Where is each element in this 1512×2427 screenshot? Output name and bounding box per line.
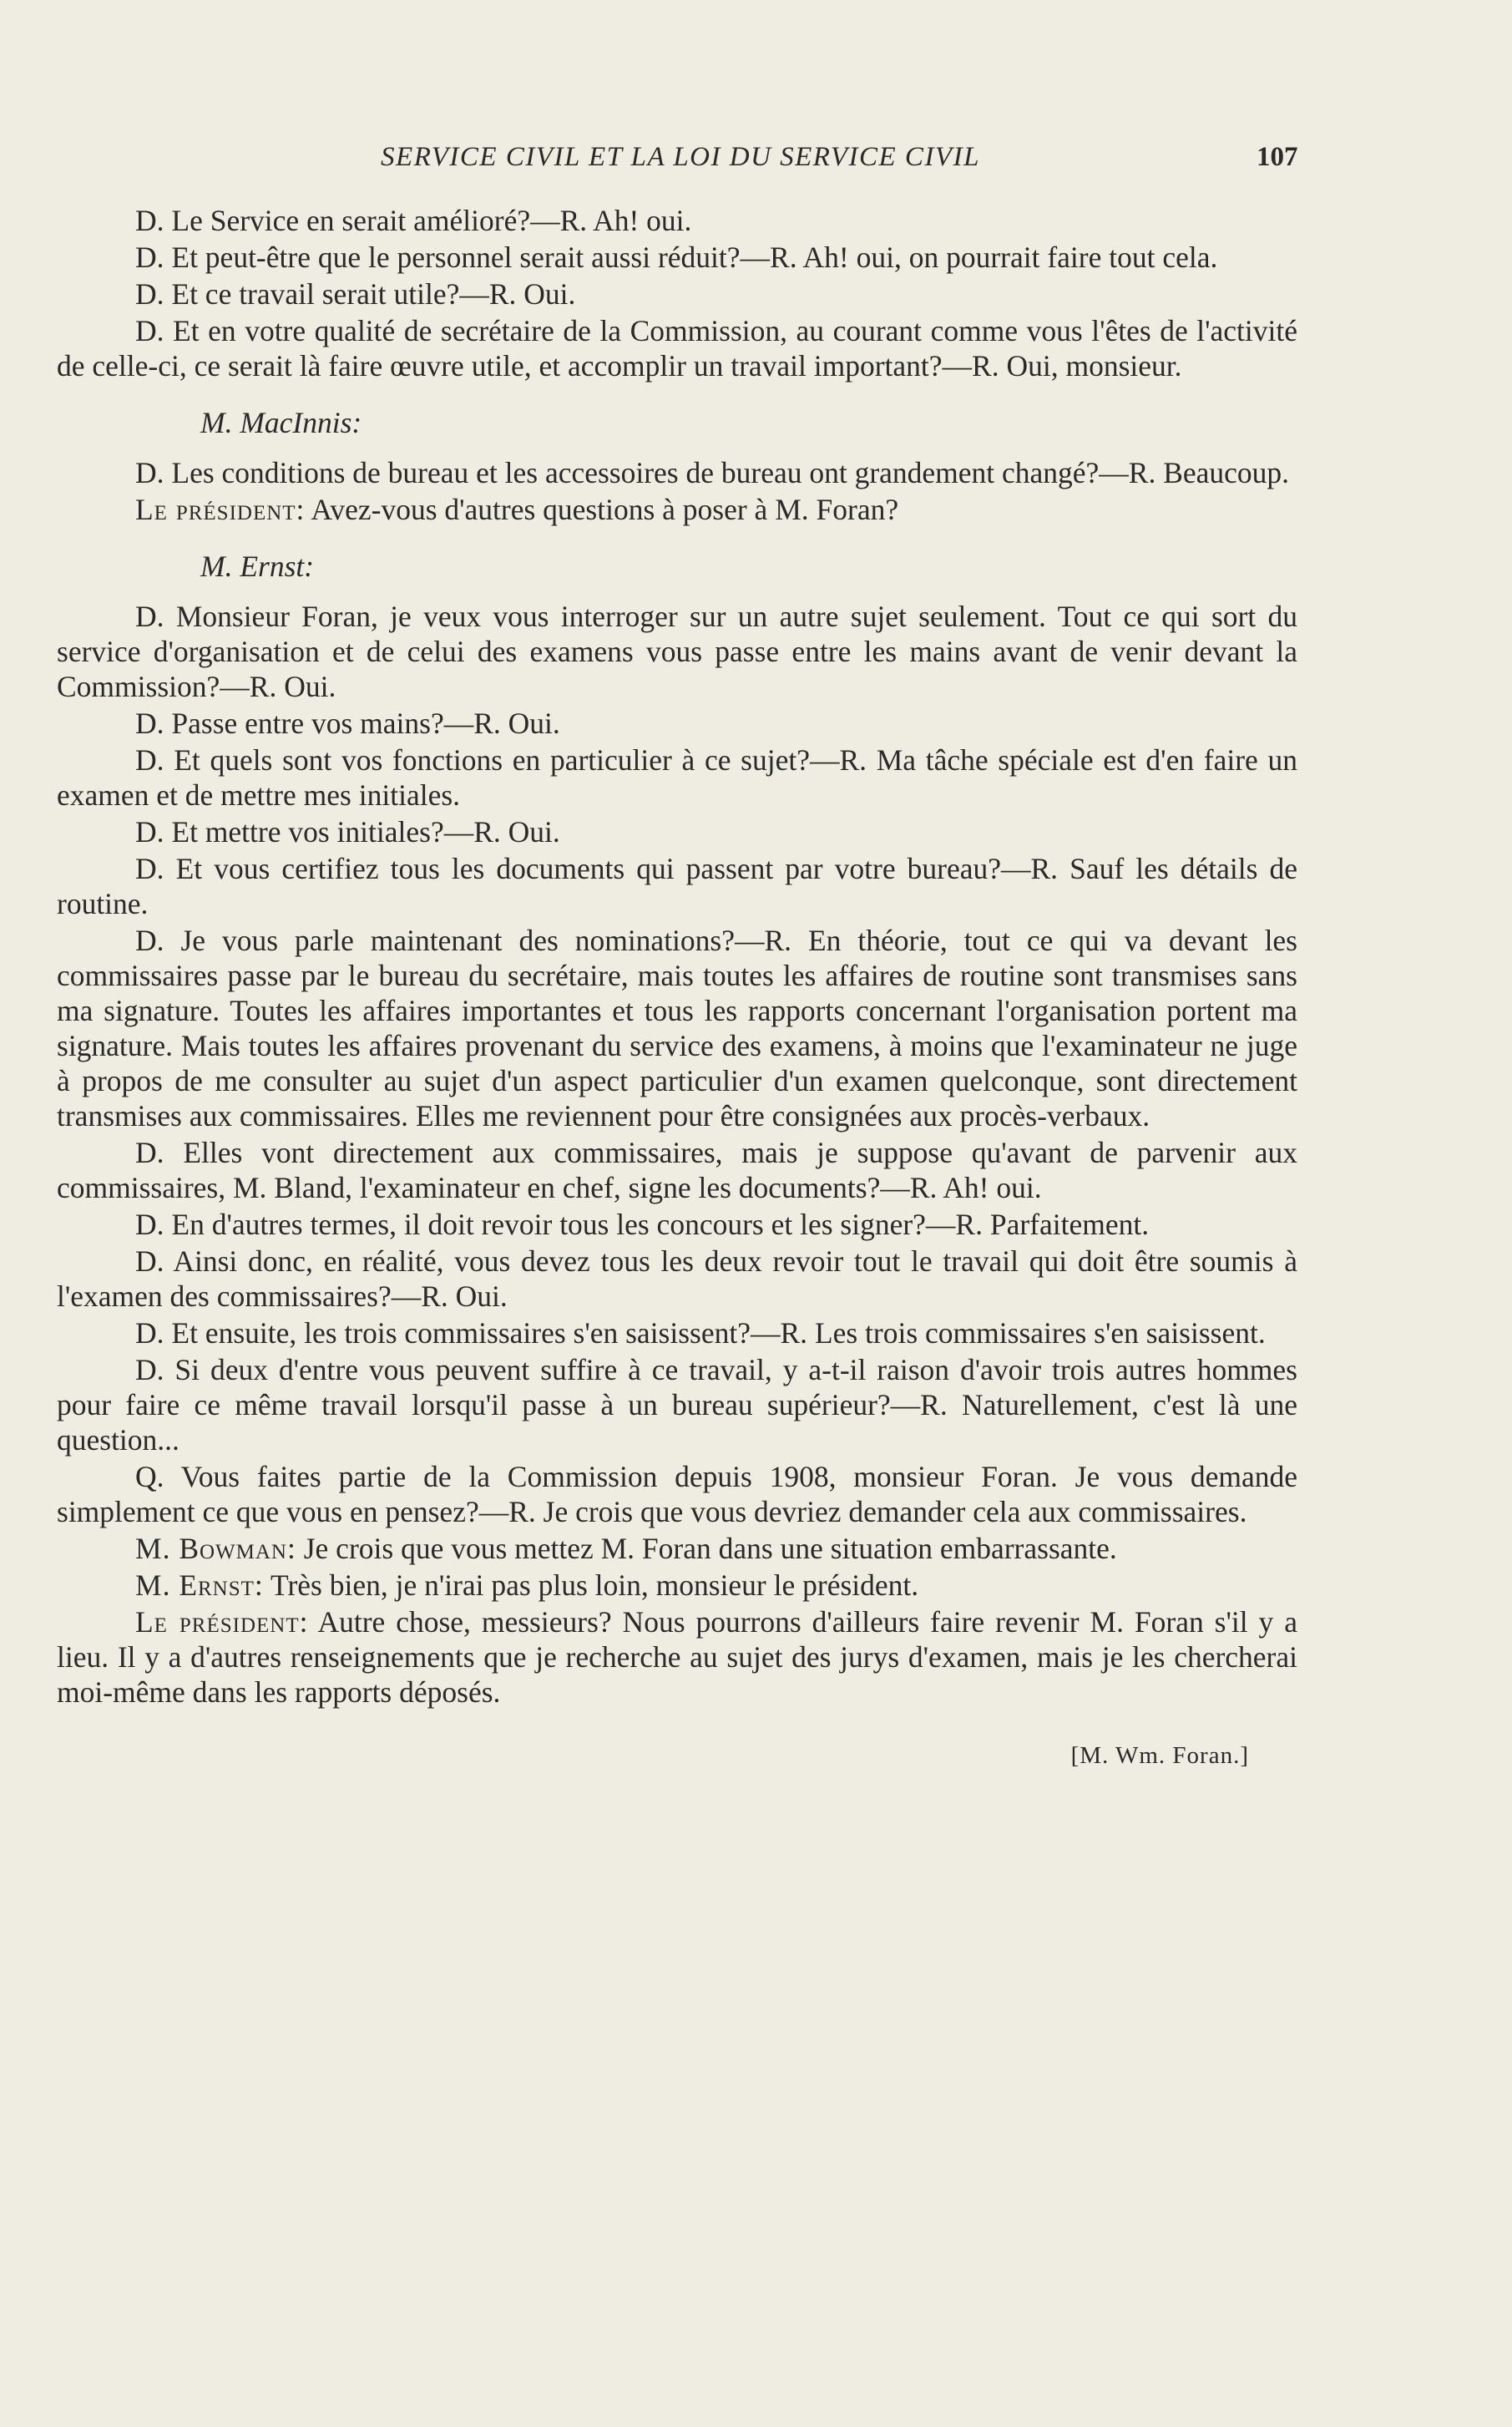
speaker-text: Je crois que vous mettez M. Foran dans une situation embarrassante. — [303, 1532, 1117, 1565]
paragraph — [57, 1568, 1297, 1603]
speaker-label: M. Ernst: — [135, 1568, 264, 1602]
paragraph: D. Et quels sont vos fonctions en particulier à ce sujet?—R. Ma tâche spéciale est d'en faire un examen et de mettre mes initiales. — [57, 743, 1297, 812]
paragraph: D. Les conditions de bureau et les accessoires de bureau ont grandement changé?—R. Beaucoup. — [135, 456, 1290, 489]
speaker-label: M. Bowman: — [135, 1532, 296, 1565]
paragraph: D. Et ce travail serait utile?—R. Oui. — [135, 277, 576, 311]
speaker-label: Le président: — [135, 1605, 309, 1639]
paragraph: D. Et peut-être que le personnel serait aussi réduit?—R. Ah! oui, on pourrait faire tout cela. — [135, 241, 1218, 274]
paragraph: D. Ainsi donc, en réalité, vous devez tous les deux revoir tout le travail qui doit être soumis à l'examen des commissaires?—R. Oui. — [57, 1244, 1297, 1313]
paragraph: Q. Vous faites partie de la Commission depuis 1908, monsieur Foran. Je vous demande simplement ce que vous en pensez?—R. Je crois que vous devriez demander cela aux commissaires. — [57, 1460, 1297, 1528]
paragraph: D. Passe entre vos mains?—R. Oui. — [135, 707, 560, 740]
running-title: SERVICE CIVIL ET LA LOI DU SERVICE CIVIL — [381, 142, 980, 172]
paragraph: D. Monsieur Foran, je veux vous interroger sur un autre sujet seulement. Tout ce qui sort du service d'organisation et de celui des examens vous passe entre les mains avant de venir devant la Commission?—R. Oui. — [57, 600, 1297, 703]
witness-signature: [M. Wm. Foran.] — [1070, 1742, 1249, 1769]
paragraph: D. Le Service en serait amélioré?—R. Ah! oui. — [135, 204, 692, 237]
paragraph — [57, 1531, 1297, 1566]
speaker-heading: M. MacInnis: — [200, 406, 362, 439]
paragraph: D. En d'autres termes, il doit revoir tous les concours et les signer?—R. Parfaitement. — [135, 1208, 1150, 1241]
paragraph: D. Et ensuite, les trois commissaires s'en saisissent?—R. Les trois commissaires s'en saisissent. — [135, 1316, 1266, 1350]
speaker-heading: M. Ernst: — [200, 550, 315, 583]
paragraph — [57, 1604, 1297, 1710]
page-header — [0, 142, 1512, 180]
speaker-text: Autre chose, messieurs? Nous pourrons d'ailleurs faire revenir M. Foran s'il y a lieu. Il y a d'autres renseignements que je recherche au sujet des jurys d'examen, mais je les chercherai moi-même dans les rapports déposés. — [57, 1605, 1297, 1709]
paragraph: D. Si deux d'entre vous peuvent suffire à ce travail, y a-t-il raison d'avoir trois autres hommes pour faire ce même travail lorsqu'il passe à un bureau supérieur?—R. Naturellement, c'est là une question... — [57, 1353, 1297, 1457]
paragraph — [57, 492, 1297, 527]
speaker-text: Avez-vous d'autres questions à poser à M. Foran? — [311, 493, 899, 526]
paragraph: D. Elles vont directement aux commissaires, mais je suppose qu'avant de parvenir aux commissaires, M. Bland, l'examinateur en chef, signe les documents?—R. Ah! oui. — [57, 1136, 1297, 1204]
document-body — [57, 203, 1297, 1775]
paragraph: D. Je vous parle maintenant des nominations?—R. En théorie, tout ce qui va devant les commissaires passe par le bureau du secrétaire, mais toutes les affaires de routine sont transmises sans ma signature. Toutes les affaires importantes et tous les rapports concernant l'organisation portent ma signature. Mais toutes les affaires provenant du service des examens, à moins que l'examinateur ne juge à propos de me consulter au sujet d'un aspect particulier d'un examen quelconque, sont directement transmises aux commissaires. Elles me reviennent pour être consignées aux procès-verbaux. — [57, 924, 1297, 1132]
paragraph: D. Et en votre qualité de secrétaire de la Commission, au courant comme vous l'êtes de l'activité de celle-ci, ce serait là faire œuvre utile, et accomplir un travail important?—R. Oui, monsieur. — [57, 314, 1297, 383]
paragraph: D. Et mettre vos initiales?—R. Oui. — [135, 815, 560, 849]
speaker-text: Très bien, je n'irai pas plus loin, monsieur le président. — [271, 1568, 919, 1602]
paragraph: D. Et vous certifiez tous les documents qui passent par votre bureau?—R. Sauf les détails de routine. — [57, 852, 1297, 920]
speaker-label: Le président: — [135, 493, 306, 526]
page-number: 107 — [1257, 142, 1298, 172]
